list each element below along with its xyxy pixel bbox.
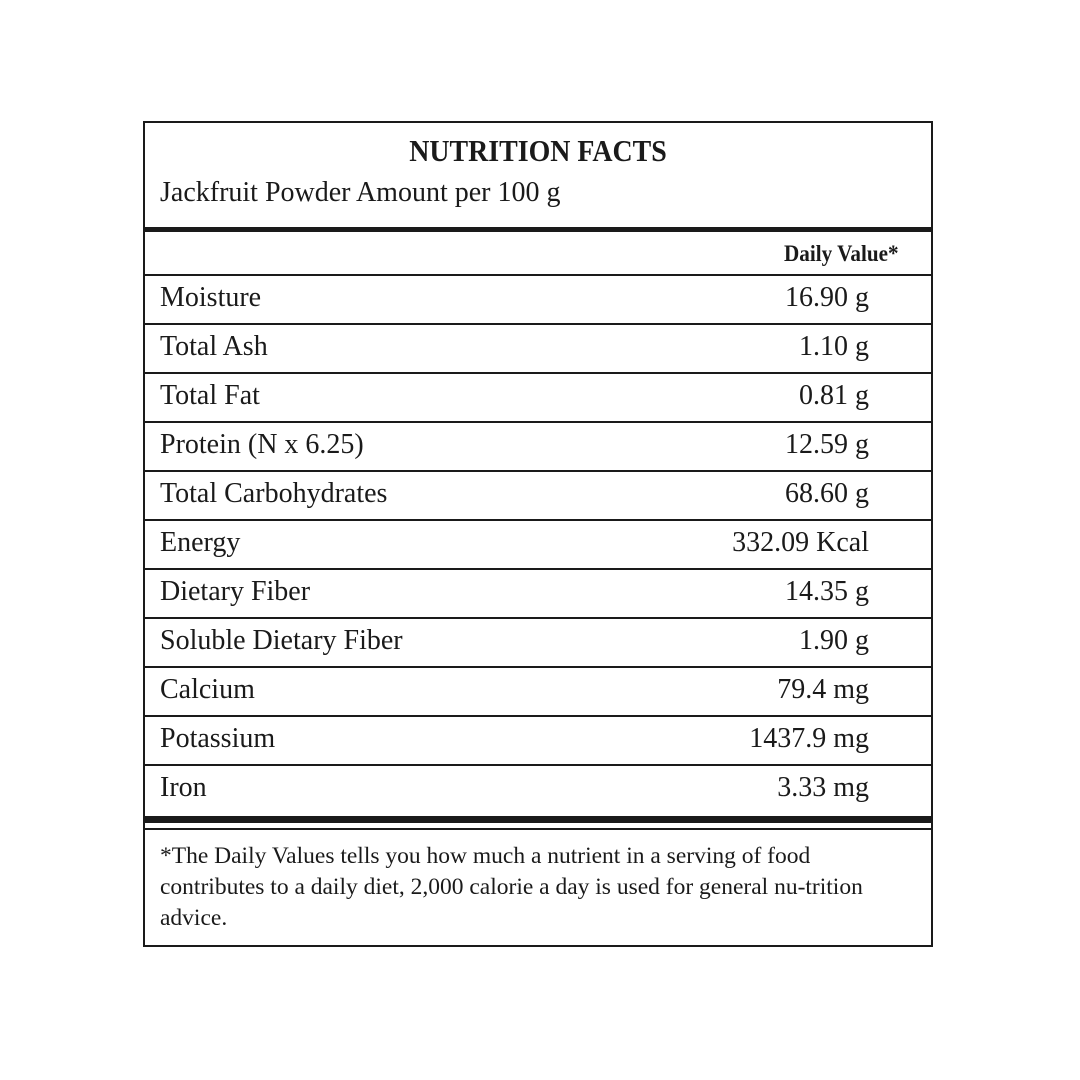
nutrient-label: Energy [160,527,241,558]
nutrient-label: Total Fat [160,380,260,411]
nutrient-value: 1.10 g [799,331,869,362]
nutrient-value: 14.35 g [785,576,869,607]
daily-value-header-row [145,232,931,276]
nutrient-label: Iron [160,772,207,803]
nutrient-label: Total Ash [160,331,268,362]
nutrient-label: Protein (N x 6.25) [160,429,364,460]
nutrient-label: Total Carbohydrates [160,478,388,509]
nutrition-facts-panel [143,121,933,947]
nutrient-value: 1437.9 mg [749,723,869,754]
nutrient-row [145,276,931,325]
nutrient-row [145,619,931,668]
nutrient-value: 12.59 g [785,429,869,460]
nutrient-value: 3.33 mg [777,772,869,803]
nutrient-row [145,521,931,570]
nutrient-value: 1.90 g [799,625,869,656]
nutrient-row [145,668,931,717]
nutrient-label: Potassium [160,723,276,754]
product-subtitle: Jackfruit Powder Amount per 100 g [160,177,561,208]
nutrient-value: 16.90 g [785,282,869,313]
nutrient-value: 79.4 mg [777,674,869,705]
bottom-divider-thin [145,828,931,830]
panel-title: NUTRITION FACTS [409,133,667,168]
nutrient-row [145,766,931,815]
nutrient-label: Calcium [160,674,255,705]
nutrient-row [145,325,931,374]
daily-value-header: Daily Value* [784,241,899,266]
nutrient-value: 0.81 g [799,380,869,411]
nutrient-label: Soluble Dietary Fiber [160,625,403,656]
nutrient-row [145,374,931,423]
nutrient-row [145,570,931,619]
nutrient-label: Moisture [160,282,262,313]
nutrient-value: 68.60 g [785,478,869,509]
nutrient-label: Dietary Fiber [160,576,311,607]
nutrient-rows [145,276,931,815]
nutrient-row [145,472,931,521]
nutrient-row [145,717,931,766]
nutrient-row [145,423,931,472]
bottom-divider-thick [145,816,931,823]
daily-value-footnote: *The Daily Values tells you how much a nutrient in a serving of food contributes to a daily diet, 2,000 calorie a day is used for general nu-trition advice. [160,843,863,931]
nutrient-value: 332.09 Kcal [732,527,869,558]
